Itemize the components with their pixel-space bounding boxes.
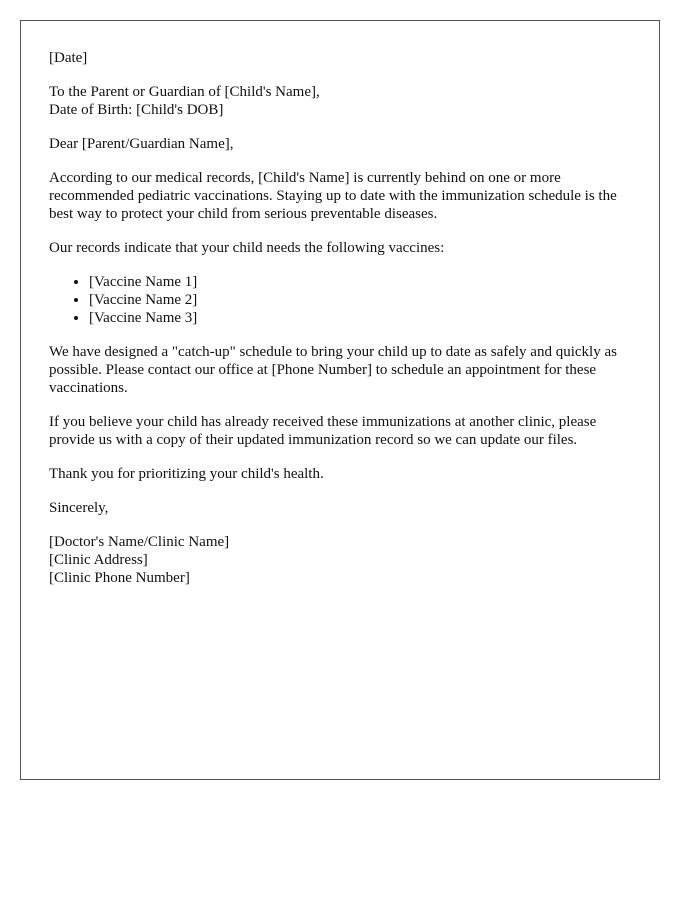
signature-block xyxy=(49,533,631,587)
vaccine-list-item: • [Vaccine Name 2] xyxy=(89,291,631,309)
vaccine-list-item: • [Vaccine Name 3] xyxy=(89,309,631,327)
body-paragraph-intro: According to our medical records, [Child's Name] is currently behind on one or more recommended pediatric vaccinations. Staying up to date with the immunization schedule is the best way to protect your child from serious preventable diseases. xyxy=(49,170,617,222)
letter-page xyxy=(20,20,660,780)
signature-clinic-address: [Clinic Address] xyxy=(49,552,148,568)
body-paragraph-vaccines-needed: Our records indicate that your child needs the following vaccines: xyxy=(49,240,445,256)
body-paragraph-thanks: Thank you for prioritizing your child's health. xyxy=(49,466,324,482)
letter-date: [Date] xyxy=(49,50,88,66)
signature-clinic-phone: [Clinic Phone Number] xyxy=(49,570,190,586)
closing: Sincerely, xyxy=(49,500,109,516)
vaccine-list xyxy=(49,273,631,327)
recipient-dob-line: Date of Birth: [Child's DOB] xyxy=(49,102,224,118)
body-paragraph-catch-up: We have designed a "catch-up" schedule to bring your child up to date as safely and quickly as possible. Please contact our office at [Phone Number] to schedule an appointment for these vaccinations. xyxy=(49,344,617,396)
body-paragraph-records: If you believe your child has already received these immunizations at another clinic, please provide us with a copy of their updated immunization record so we can update our files. xyxy=(49,414,597,448)
recipient-block xyxy=(49,83,631,119)
vaccine-list-item: • [Vaccine Name 1] xyxy=(89,273,631,291)
signature-doctor-clinic: [Doctor's Name/Clinic Name] xyxy=(49,534,230,550)
salutation: Dear [Parent/Guardian Name], xyxy=(49,136,234,152)
recipient-name-line: To the Parent or Guardian of [Child's Name], xyxy=(49,84,320,100)
